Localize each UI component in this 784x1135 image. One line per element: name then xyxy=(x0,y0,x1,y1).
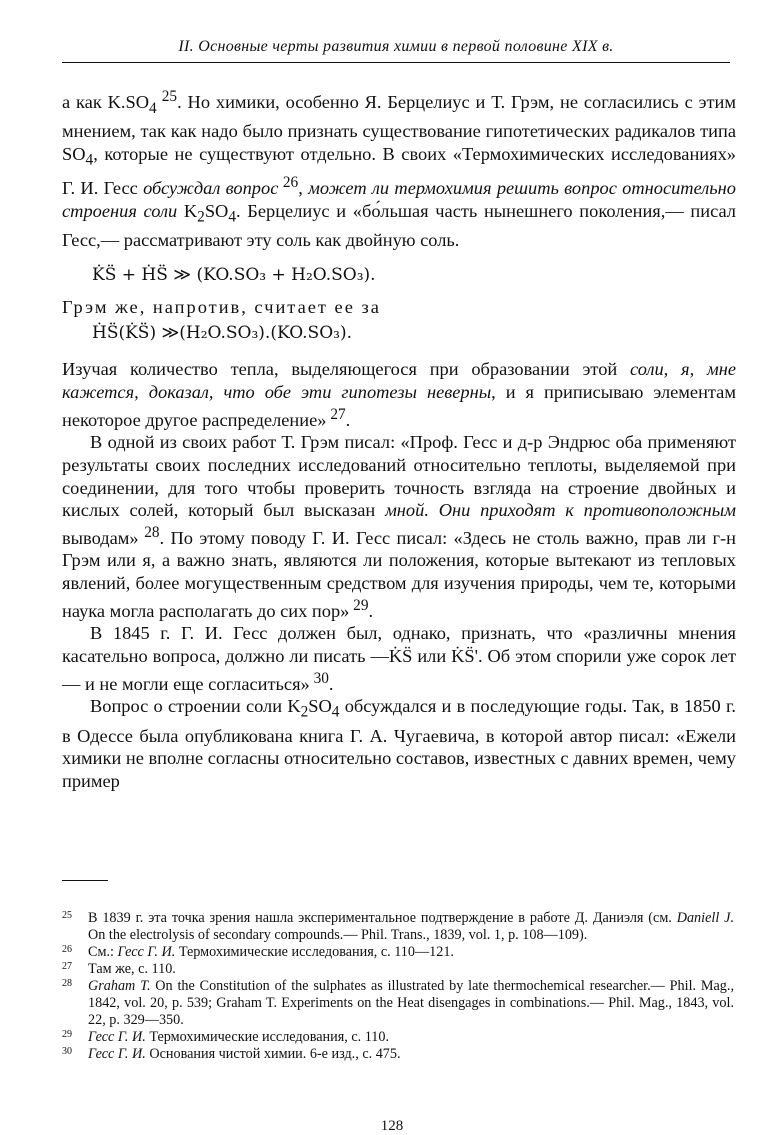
footnote-number: 28 xyxy=(62,978,72,989)
subscript: 2 xyxy=(197,208,205,226)
text-span: , и я приписываю элементам некоторое другое распределение» xyxy=(62,382,736,430)
italic-span: мной. Они приходят к противоположным xyxy=(385,500,736,521)
footnote-number: 26 xyxy=(62,944,72,955)
footnote-ref-30: 30 xyxy=(309,669,329,687)
text-span: . Но химики, особенно Я. Берцелиус и Т. Грэм, не согласились с этим мнением, так как надо было признать существование гипотетических радикалов типа SO xyxy=(62,92,736,164)
footnote-28 xyxy=(62,978,734,1029)
text-span: SO xyxy=(204,200,229,221)
footnote-number: 30 xyxy=(62,1046,72,1057)
text-span: В 1845 г. Г. И. Гесс должен был, однако, признать, что «различны мнения касательно вопроса, должно ли писать —K̇S̈ или K̇S̈'. Об этом спорили уже сорок лет — и не могли еще согласиться» xyxy=(62,623,736,694)
page-number: 128 xyxy=(380,1118,404,1134)
text-span: В одной из своих работ Т. Грэм писал: «Проф. Гесс и д-р Эндрюс оба применяют результаты своих последних исследований относительно теплоты, выделяемой при соединении, для того чтобы проверить точность взгляда на строение двойных и кислых солей, который был высказан xyxy=(62,432,736,521)
formula-berzelius: K̇S̈ + ḢS̈ ≫ (KO.SO₃ + H₂O.SO₃). xyxy=(92,264,376,285)
paragraph-3 xyxy=(62,358,736,431)
footnote-author: Гесс Г. И. xyxy=(88,1029,146,1045)
footnote-author: Graham T. xyxy=(88,978,151,994)
text-span: а как K.SO xyxy=(62,92,150,113)
footnote-ref-28: 28 xyxy=(138,523,160,541)
header-rule xyxy=(62,62,730,63)
paragraph-6 xyxy=(62,695,736,792)
text-span: , xyxy=(298,178,309,199)
text-span: . По этому поводу Г. И. Гесс писал: «Здесь не столь важно, прав ли г-н Грэм или я, а важно знать, являются ли положения, которые вытекают из тепловых явлений, более могущественным средством для изучения природы, чем те, которыми наука могла располагать до сих пор» xyxy=(62,527,736,621)
footnote-rule xyxy=(62,880,108,881)
subscript: 2 xyxy=(300,703,309,721)
footnote-text: Там же, с. 110. xyxy=(88,961,176,977)
formula-graham: ḢS̈(K̇S̈) ≫(H₂O.SO₃).(KO.SO₃). xyxy=(92,323,352,344)
text-span: , которые не существуют отдельно. В своих «Термохимических исследованиях» Г. И. Гесс xyxy=(62,143,736,199)
subscript: 4 xyxy=(331,703,340,721)
footnote-29 xyxy=(62,1029,734,1046)
footnote-ref-25: 25 xyxy=(156,88,178,105)
footnote-ref-26: 26 xyxy=(278,174,299,192)
text-span: Вопрос о строении соли K xyxy=(90,696,301,717)
text-span: K xyxy=(177,200,198,221)
text-span: . xyxy=(328,673,334,694)
text-span: . Берцелиус и «бо́льшая часть нынешнего поколения,— писал Гесс,— рассматривают эту соль как двойную соль. xyxy=(62,200,736,251)
footnote-author: Daniell J. xyxy=(676,910,734,926)
italic-span: соли, я, мне кажется, доказал, что обе эти гипотезы неверны xyxy=(62,359,736,403)
footnote-text: См.: xyxy=(88,944,118,960)
footnote-author: Гесс Г. И. xyxy=(117,944,176,960)
subscript: 4 xyxy=(228,208,237,226)
text-span: Изучая количество тепла, выделяющегося при образовании этой xyxy=(62,359,631,380)
text-span: . xyxy=(345,409,351,430)
footnote-number: 29 xyxy=(62,1029,72,1040)
footnote-26 xyxy=(62,944,734,961)
paragraph-2: Грэм же, напротив, считает ее за xyxy=(62,296,381,317)
footnote-text: Термохимические исследования, с. 110—121. xyxy=(175,944,454,960)
running-header: II. Основные черты развития химии в первой половине XIX в. xyxy=(178,38,614,55)
italic-span: может ли термохимия решить вопрос относительно строения соли xyxy=(62,178,736,221)
footnote-text: В 1839 г. эта точка зрения нашла экспериментальное подтверждение в работе Д. Даниэля (см. xyxy=(88,910,677,926)
paragraph-1 xyxy=(62,86,736,252)
footnote-number: 27 xyxy=(62,961,72,972)
footnote-number: 25 xyxy=(62,910,72,921)
text-span: выводам» xyxy=(62,527,139,548)
main-text xyxy=(62,86,736,792)
footnote-text: Основания чистой химии. 6-е изд., с. 475. xyxy=(145,1046,401,1062)
paragraph-4 xyxy=(62,431,736,622)
paragraph-5 xyxy=(62,622,736,695)
subscript: 4 xyxy=(85,151,94,169)
footnote-27 xyxy=(62,961,734,978)
subscript: 4 xyxy=(149,99,157,117)
footnote-text: On the electrolysis of secondary compounds.— Phil. Trans., 1839, vol. 1, p. 108—109). xyxy=(88,927,588,943)
footnote-author: Гесс Г. И. xyxy=(88,1046,146,1062)
footnote-ref-27: 27 xyxy=(326,405,346,423)
footnotes xyxy=(62,910,734,1063)
text-span: SO xyxy=(308,696,332,717)
italic-span: обсуждал вопрос xyxy=(143,178,279,199)
footnote-text: On the Constitution of the sulphates as illustrated by late thermochemical researcher.— Phil. Mag., 1842, vol. 20, p. 539; Graham T. Experiments on the Heat disengages in combinations.— Phil. Mag., 1843, vol. 22, p. 329—350. xyxy=(88,978,734,1028)
text-span: обсуждался и в последующие годы. Так, в 1850 г. в Одессе была опубликована книга Г. А. Чугаевича, в которой автор писал: «Ежели химики не вполне согласны относительно составов, известных с давних времен, чему пример xyxy=(62,696,737,791)
footnote-text: Термохимические исследования, с. 110. xyxy=(145,1029,390,1045)
text-span: . xyxy=(368,600,374,621)
footnote-25 xyxy=(62,910,734,944)
footnote-30 xyxy=(62,1046,734,1063)
footnote-ref-29: 29 xyxy=(349,596,369,614)
